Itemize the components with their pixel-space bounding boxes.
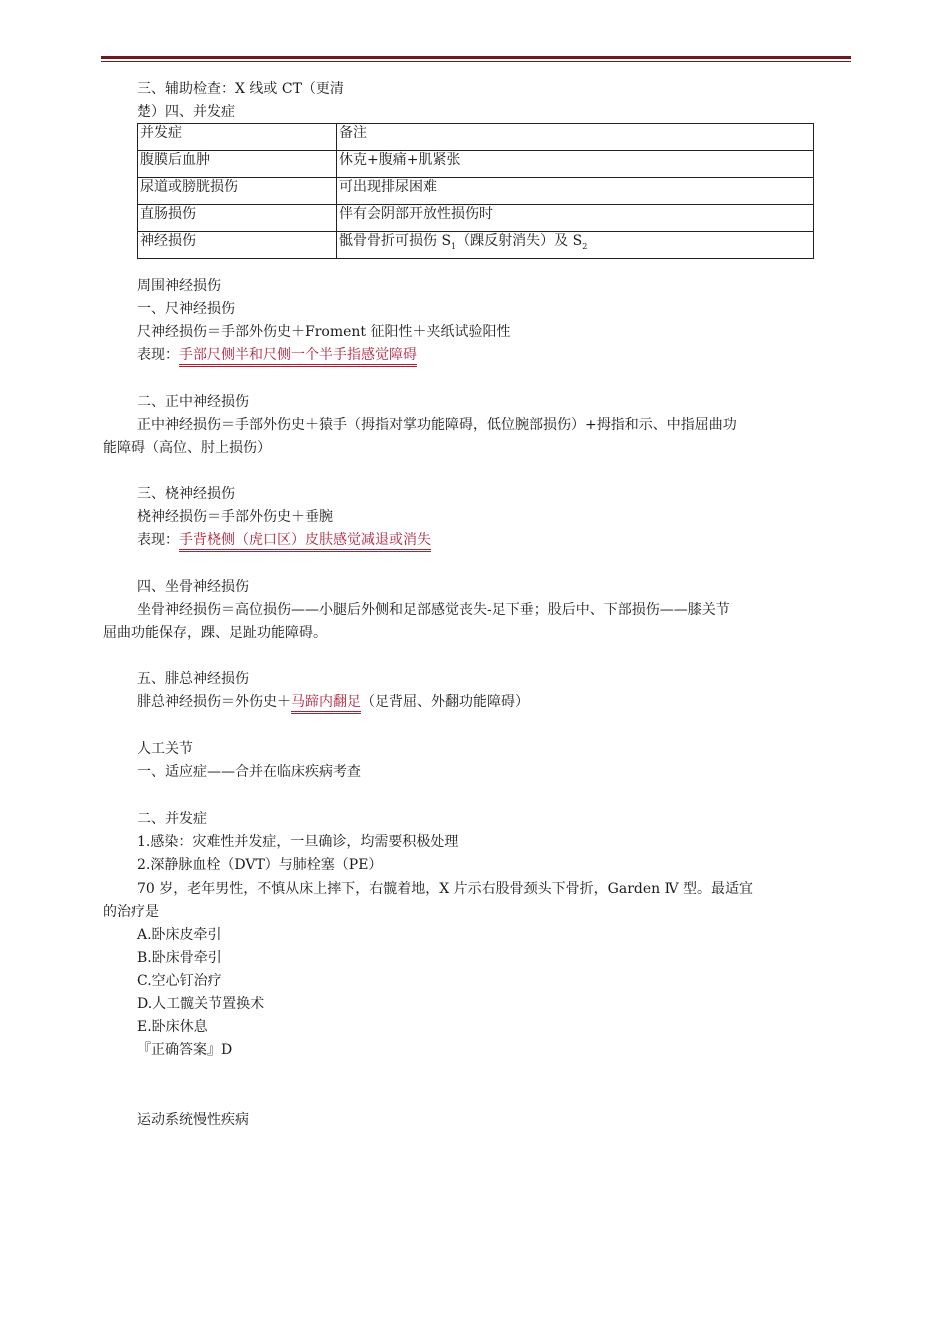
header-rule-thick bbox=[101, 56, 851, 59]
table-cell: 可出现排尿困难 bbox=[337, 178, 814, 205]
joint-comp-item: 2.深静脉血栓（DVT）与肺栓塞（PE） bbox=[137, 857, 383, 873]
option-c: C.空心钉治疗 bbox=[137, 973, 222, 989]
median-heading: 二、正中神经损伤 bbox=[137, 394, 249, 410]
sciatic-heading: 四、坐骨神经损伤 bbox=[137, 579, 249, 595]
ulnar-heading: 一、尺神经损伤 bbox=[137, 301, 235, 317]
table-row bbox=[138, 232, 814, 259]
option-b: B.卧床骨牵引 bbox=[137, 950, 222, 966]
table-row bbox=[138, 205, 814, 232]
sign-label: 表现： bbox=[137, 532, 179, 548]
nerve-note-text: 骶骨骨折可损伤 S bbox=[339, 233, 452, 249]
table-cell: 尿道或膀胱损伤 bbox=[138, 178, 337, 205]
subscript: 2 bbox=[582, 241, 588, 251]
table-cell: 腹膜后血肿 bbox=[138, 151, 337, 178]
radial-formula: 桡神经损伤＝手部外伤史＋垂腕 bbox=[137, 509, 333, 525]
sciatic-line2: 屈曲功能保存，踝、足趾功能障碍。 bbox=[103, 625, 327, 641]
complications-table bbox=[137, 123, 814, 259]
option-d: D.人工髋关节置换术 bbox=[137, 996, 265, 1012]
highlight-text: 手背桡侧（虎口区）皮肤感觉减退或消失 bbox=[179, 532, 431, 552]
option-a: A.卧床皮牵引 bbox=[137, 927, 222, 943]
peroneal-heading: 五、腓总神经损伤 bbox=[137, 671, 249, 687]
aux-exam-line1: 三、辅助检查：X 线或 CT（更清 bbox=[137, 81, 344, 97]
header-rule-thin bbox=[101, 61, 851, 62]
ulnar-formula: 尺神经损伤＝手部外伤史＋Froment 征阳性＋夹纸试验阳性 bbox=[137, 324, 511, 340]
table-cell: 休克+腹痛+肌紧张 bbox=[337, 151, 814, 178]
subscript: 1 bbox=[451, 241, 457, 251]
table-cell: 神经损伤 bbox=[138, 232, 337, 259]
sciatic-line1: 坐骨神经损伤＝高位损伤——小腿后外侧和足部感觉丧失-足下垂；股后中、下部损伤——膝关节 bbox=[137, 602, 730, 618]
section-title: 周围神经损伤 bbox=[137, 278, 221, 294]
next-section-title: 运动系统慢性疾病 bbox=[137, 1112, 249, 1128]
peroneal-formula bbox=[137, 693, 529, 711]
highlight-text: 手部尺侧半和尺侧一个半手指感觉障碍 bbox=[179, 347, 417, 367]
correct-answer: 『正确答案』D bbox=[137, 1042, 233, 1058]
highlight-text: 马蹄内翻足 bbox=[291, 694, 361, 714]
radial-heading: 三、桡神经损伤 bbox=[137, 486, 235, 502]
table-header-cell: 备注 bbox=[337, 124, 814, 151]
table-cell: 直肠损伤 bbox=[138, 205, 337, 232]
joint-title: 人工关节 bbox=[137, 741, 193, 757]
formula-prefix: 腓总神经损伤＝外伤史＋ bbox=[137, 694, 291, 710]
ulnar-sign bbox=[137, 346, 417, 364]
table-row bbox=[138, 178, 814, 205]
sign-label: 表现： bbox=[137, 347, 179, 363]
table-row bbox=[138, 151, 814, 178]
table-cell bbox=[337, 232, 814, 259]
nerve-note-text: （踝反射消失）及 S bbox=[456, 233, 583, 249]
formula-suffix: （足背屈、外翻功能障碍） bbox=[361, 694, 529, 710]
option-e: E.卧床休息 bbox=[137, 1019, 208, 1035]
question-stem-line1: 70 岁，老年男性，不慎从床上摔下，右髋着地，X 片示右股骨颈头下骨折，Garden Ⅳ 型。最适宜 bbox=[137, 881, 754, 897]
question-stem-line2: 的治疗是 bbox=[103, 904, 159, 920]
joint-indication: 一、适应症——合并在临床疾病考查 bbox=[137, 764, 361, 780]
median-line1: 正中神经损伤＝手部外伤史＋猿手（拇指对掌功能障碍，低位腕部损伤）+拇指和示、中指屈曲功 bbox=[137, 417, 737, 433]
radial-sign bbox=[137, 531, 431, 549]
table-header-cell: 并发症 bbox=[138, 124, 337, 151]
median-line2: 能障碍（高位、肘上损伤） bbox=[103, 440, 271, 456]
aux-exam-line2: 楚）四、并发症 bbox=[137, 104, 235, 120]
table-header-row bbox=[138, 124, 814, 151]
joint-comp-heading: 二、并发症 bbox=[137, 811, 207, 827]
table-cell: 伴有会阴部开放性损伤时 bbox=[337, 205, 814, 232]
joint-comp-item: 1.感染：灾难性并发症，一旦确诊，均需要积极处理 bbox=[137, 834, 459, 850]
